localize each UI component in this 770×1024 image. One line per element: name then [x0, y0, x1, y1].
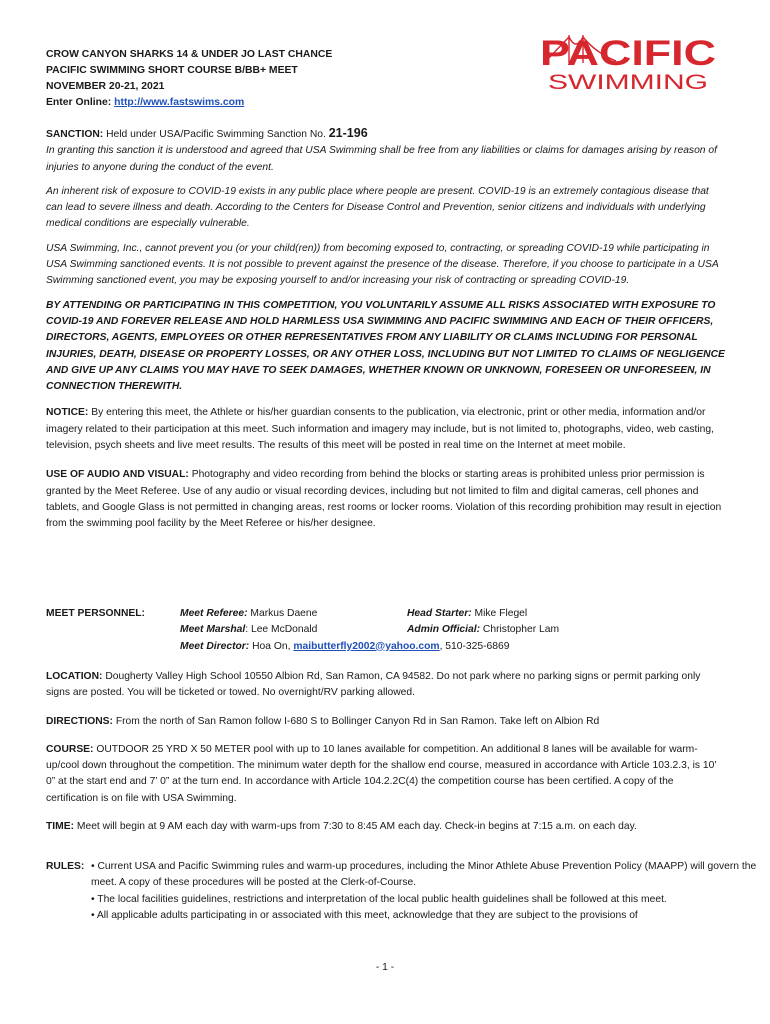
sanction-label: SANCTION:	[46, 129, 104, 140]
sanction-number: 21-196	[328, 126, 368, 140]
notice-label: NOTICE:	[46, 407, 89, 419]
logo-word-swimming: SWIMMING	[548, 71, 708, 94]
audio-visual-paragraph	[46, 467, 726, 532]
meet-marshal: Meet Marshal: Lee McDonald	[180, 624, 318, 636]
sanction-line	[46, 125, 726, 143]
meet-header	[46, 47, 332, 111]
notice-paragraph	[46, 405, 726, 454]
rules-label: RULES:	[46, 861, 85, 872]
rule-item: • Current USA and Pacific Swimming rules and warm-up procedures, including the Minor Athlete Abuse Prevention Policy (MAAPP) will govern the meet. A copy of these procedures will be posted at the Clerk-of-Course.	[91, 861, 757, 889]
directions-label: DIRECTIONS:	[46, 715, 113, 727]
head-starter: Head Starter: Mike Flegel	[407, 608, 528, 619]
time-paragraph	[46, 819, 726, 835]
time-text: Meet will begin at 9 AM each day with warm-ups from 7:30 to 8:45 AM each day. Check-in begins at 7:15 a.m. on each day.	[76, 821, 637, 833]
entry-link[interactable]: http://www.fastswims.com	[114, 97, 245, 108]
notice-text: By entering this meet, the Athlete or his/her guardian consents to the publication, via electronic, print or other media, information and/or imagery related to their participation at this meet. Such information and imagery may include, but is not limited to, photographs, video, web casting, television, psych sheets and live meet results. The results of this meet will be posted in real time on the Internet at meet mobile.	[46, 407, 714, 452]
audio-visual-text: Photography and video recording from behind the blocks or starting areas is prohibited unless prior permission is granted by the Meet Referee. Use of any audio or visual recording devices, including but not limited to film and digital cameras, cell phones and tablets, and Google Glass is not permitted in changing areas, rest rooms or locker rooms. Violation of this recording prohibition may result in ejection from the swimming pool facility by the Meet Referee or his/her designee.	[46, 469, 722, 530]
directions-paragraph	[46, 714, 726, 730]
meet-subtitle: PACIFIC SWIMMING SHORT COURSE B/BB+ MEET	[46, 65, 298, 76]
location-label: LOCATION:	[46, 671, 103, 682]
sanction-text: Held under USA/Pacific Swimming Sanction No.	[106, 129, 326, 140]
course-text: OUTDOOR 25 YRD X 50 METER pool with up to 10 lanes available for competition. An additional 8 lanes will be available for warm-up/cool down throughout the competition. The minimum water depth for the shallow end course, measured in accordance with Article 103.2.3, is 10’ 0” at the start end and 7’ 0” at the turn end. In accordance with Article 104.2.2C(4) the competition course has been certified. A copy of the certification is on file with USA Swimming.	[46, 743, 717, 804]
course-label: COURSE:	[46, 743, 94, 755]
director-email-link[interactable]: maibutterfly2002@yahoo.com	[293, 640, 440, 652]
covid-exposure-paragraph: USA Swimming, Inc., cannot prevent you (or your child(ren)) from becoming exposed to, contracting, or spreading COVID-19 while participating in USA Swimming sanctioned events. It is not possible to prevent against the presence of the disease. Therefore, if you choose to participate in a USA Swimming sanctioned event, you may be exposing yourself to and/or increasing your risk of contracting or spreading COVID-19.	[46, 242, 719, 287]
location-paragraph	[46, 669, 726, 702]
course-paragraph	[46, 742, 726, 807]
meet-referee: Meet Referee: Markus Daene	[180, 608, 318, 619]
rule-item: • The local facilities guidelines, restrictions and interpretation of the local public health guidelines shall be followed at this meet.	[91, 893, 667, 905]
enter-online-label: Enter Online:	[46, 97, 112, 108]
personnel-label: MEET PERSONNEL:	[46, 608, 145, 619]
rule-item: • All applicable adults participating in or associated with this meet, acknowledge that they are subject to the provisions of	[91, 909, 638, 921]
page-number: - 1 -	[375, 962, 395, 973]
meet-title: CROW CANYON SHARKS 14 & UNDER JO LAST CHANCE	[46, 49, 333, 60]
directions-text: From the north of San Ramon follow I-680 S to Bollinger Canyon Rd in San Ramon. Take left on Albion Rd	[115, 715, 600, 727]
audio-visual-label: USE OF AUDIO AND VISUAL:	[46, 469, 189, 481]
sanction-liability: In granting this sanction it is understood and agreed that USA Swimming shall be free from any liabilities or claims for damages arising by reason of injuries to anyone during the conduct of the event.	[46, 145, 717, 173]
pacific-swimming-logo	[536, 33, 720, 95]
covid-waiver-paragraph: BY ATTENDING OR PARTICIPATING IN THIS COMPETITION, YOU VOLUNTARILY ASSUME ALL RISKS ASSOCIATED WITH EXPOSURE TO COVID-19 AND FOREVER RELEASE AND HOLD HARMLESS USA SWIMMING AND PACIFIC SWIMMING AND EACH OF THEIR OFFICERS, DIRECTORS, AGENTS, EMPLOYEES OR OTHER REPRESENTATIVES FROM ANY LIABILITY OR CLAIMS INCLUDING FOR PERSONAL INJURIES, DEATH, DISEASE OR PROPERTY LOSSES, OR ANY OTHER LOSS, INCLUDING BUT NOT LIMITED TO CLAIMS OF NEGLIGENCE AND GIVE UP ANY CLAIMS YOU MAY HAVE TO SEEK DAMAGES, WHETHER KNOWN OR UNKNOWN, FORESEEN OR UNFORESEEN, IN CONNECTION THEREWITH.	[46, 299, 725, 393]
admin-official: Admin Official: Christopher Lam	[407, 624, 560, 636]
logo-word-pacific: PACIFIC	[540, 34, 716, 73]
covid-risk-paragraph: An inherent risk of exposure to COVID-19 exists in any public place where people are present. COVID-19 is an extremely contagious disease that can lead to severe illness and death. According to the Centers for Disease Control and Prevention, senior citizens and individuals with underlying medical conditions are especially vulnerable.	[46, 185, 709, 230]
meet-director: Meet Director: Hoa On, maibutterfly2002@yahoo.com, 510-325-6869	[180, 640, 510, 652]
sanction-section	[46, 125, 726, 533]
meet-dates: NOVEMBER 20-21, 2021	[46, 81, 165, 92]
rules-list	[91, 859, 761, 924]
enter-online-line	[46, 95, 332, 111]
venue-section	[46, 669, 726, 835]
location-text: Dougherty Valley High School 10550 Albion Rd, San Ramon, CA 94582. Do not park where no parking signs or permit parking only signs are posted. You will be ticketed or towed. No overnight/RV parking allowed.	[46, 671, 701, 699]
personnel-right-column	[407, 606, 559, 639]
time-label: TIME:	[46, 821, 75, 833]
